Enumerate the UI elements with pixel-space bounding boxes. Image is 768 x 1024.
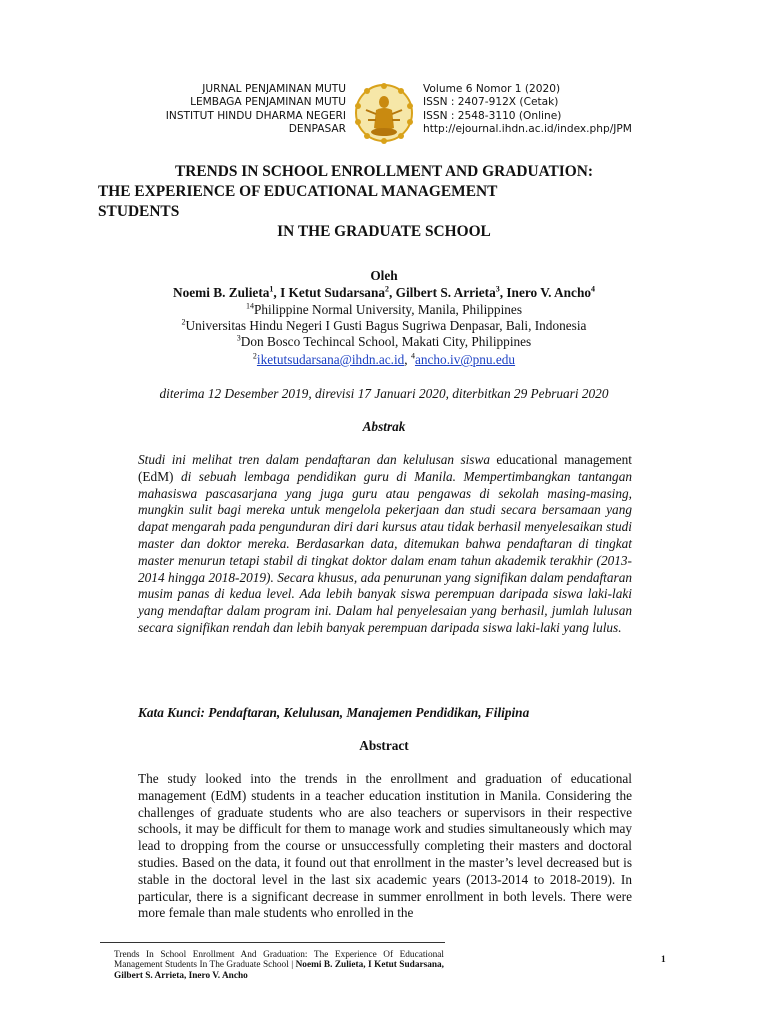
affiliation-text: Universitas Hindu Negeri I Gusti Bagus Sugriwa Denpasar, Bali, Indonesia [185,318,587,333]
author-name: Gilbert S. Arrieta [395,285,496,300]
author-list [100,285,668,302]
footer-title: Trends In School Enrollment And Graduation: The Experience Of Educational Management Students In The Graduate School [114,950,444,971]
institution-name: INSTITUT HINDU DHARMA NEGERI [165,109,346,122]
author-separator: , [273,285,281,300]
affiliation-sup: 3 [236,333,241,343]
publication-dates: diterima 12 Desember 2019, direvisi 17 Januari 2020, diterbitkan 29 Pebruari 2020 [159,386,609,401]
keywords: Kata Kunci: Pendaftaran, Kelulusan, Manajemen Pendidikan, Filipina [138,705,530,720]
email-sup: 4 [410,351,415,361]
email-separator: , [404,352,411,367]
affiliation-3 [100,334,668,351]
running-footer [114,950,444,981]
institute-logo-icon [352,80,416,146]
affiliation-text: Don Bosco Techincal School, Makati City, Philippines [240,334,532,349]
footer-rule [100,942,445,943]
author-sup: 2 [384,284,389,294]
journal-name: JURNAL PENJAMINAN MUTU [202,83,346,95]
abstrak-text-part: educational management (EdM) [138,452,632,484]
oleh-label: Oleh [370,268,398,283]
abstrak-body [138,452,632,637]
page-number: 1 [661,955,666,965]
paper-title-line-4: IN THE GRADUATE SCHOOL [277,223,491,240]
abstrak-text-part: di sebuah lembaga pendidikan guru di Manila. Mempertimbangkan tantangan mahasiswa pascasarjana yang juga guru atau pengawas di sekolah masing-masing, mungkin sulit bagi mereka untuk mengelola pekerjaan dan studi secara bersamaan yang dapat mengarah pada pengunduran diri dari kursus atau tidak berhasil menyelesaikan studi master dan doktor mereka. Berdasarkan data, ditemukan bahwa pendaftaran di tingkat master menurun tetapi stabil di tingkat doktor dalam enam tahun akademik terakhir (2013-2014 hingga 2018-2019). Secara khusus, ada penurunan yang signifikan dalam pendaftaran musim panas di kedua level. Ada lebih banyak siswa perempuan daripada siswa laki-laki yang mendaftar dalam program ini. Dalam hal penyelesaian yang berhasil, jumlah lulusan secara signifikan rendah dan lebih banyak perempuan daripada siswa laki-laki yang lulus. [138,468,632,635]
email-line [100,352,668,369]
affiliation-sup: 2 [181,317,186,327]
email-link-ancho[interactable]: ancho.iv@pnu.edu [414,352,516,367]
footer-divider: | [288,960,296,971]
affiliation-1 [100,302,668,319]
author-name: I Ketut Sudarsana [280,285,385,300]
journal-header-right [423,83,683,136]
email-sup: 2 [252,351,257,361]
abstrak-text-part: Studi ini melihat tren dalam pendaftaran dan kelulusan siswa [138,452,497,467]
abstract-heading: Abstract [359,738,409,753]
issn-online: ISSN : 2548-3110 (Online) [423,109,562,122]
email-link-sudarsana[interactable]: iketutsudarsana@ihdn.ac.id [256,352,405,367]
author-name: Inero V. Ancho [506,285,591,300]
paper-title-line-3: STUDENTS [98,203,180,220]
footer-authors: Noemi B. Zulieta, I Ketut Sudarsana, Gilbert S. Arrieta, Inero V. Ancho [114,960,445,981]
author-sup: 3 [495,284,500,294]
abstract-body: The study looked into the trends in the enrollment and graduation of educational management (EdM) students in a teacher education institution in Manila. Considering the challenges of graduate students who are also teachers or supervisors in their respective schools, it may be difficult for them to manage work and studies simultaneously which may lead to dropping from the course or unsuccessfully completing their masters and doctoral studies. Based on the data, it found out that enrollment in the master’s level decreased but is stable in the doctoral level in the last six academic years (2013-2014 to 2018-2019). In particular, there is a significant decrease in summer enrollment in both levels. There were more female than male students who enrolled in the [138,771,632,921]
affiliation-2 [100,318,668,335]
affiliation-sup: 14 [245,301,254,311]
paper-title-line-2: THE EXPERIENCE OF EDUCATIONAL MANAGEMENT [98,183,498,200]
author-sup: 4 [591,284,595,294]
paper-title-line-1: TRENDS IN SCHOOL ENROLLMENT AND GRADUATION: [174,163,594,180]
author-separator: , [499,285,507,300]
journal-header-left [100,83,346,136]
author-name: Noemi B. Zulieta [173,285,270,300]
volume-info: Volume 6 Nomor 1 (2020) [423,83,561,95]
journal-url[interactable]: http://ejournal.ihdn.ac.id/index.php/JPM [423,122,632,135]
issn-print: ISSN : 2407-912X (Cetak) [423,96,559,109]
author-sup: 1 [269,284,274,294]
institution-unit: LEMBAGA PENJAMINAN MUTU [190,96,346,109]
author-separator: , [388,285,396,300]
abstrak-heading: Abstrak [362,419,406,434]
institution-city: DENPASAR [288,122,346,135]
affiliation-text: Philippine Normal University, Manila, Philippines [253,302,522,317]
